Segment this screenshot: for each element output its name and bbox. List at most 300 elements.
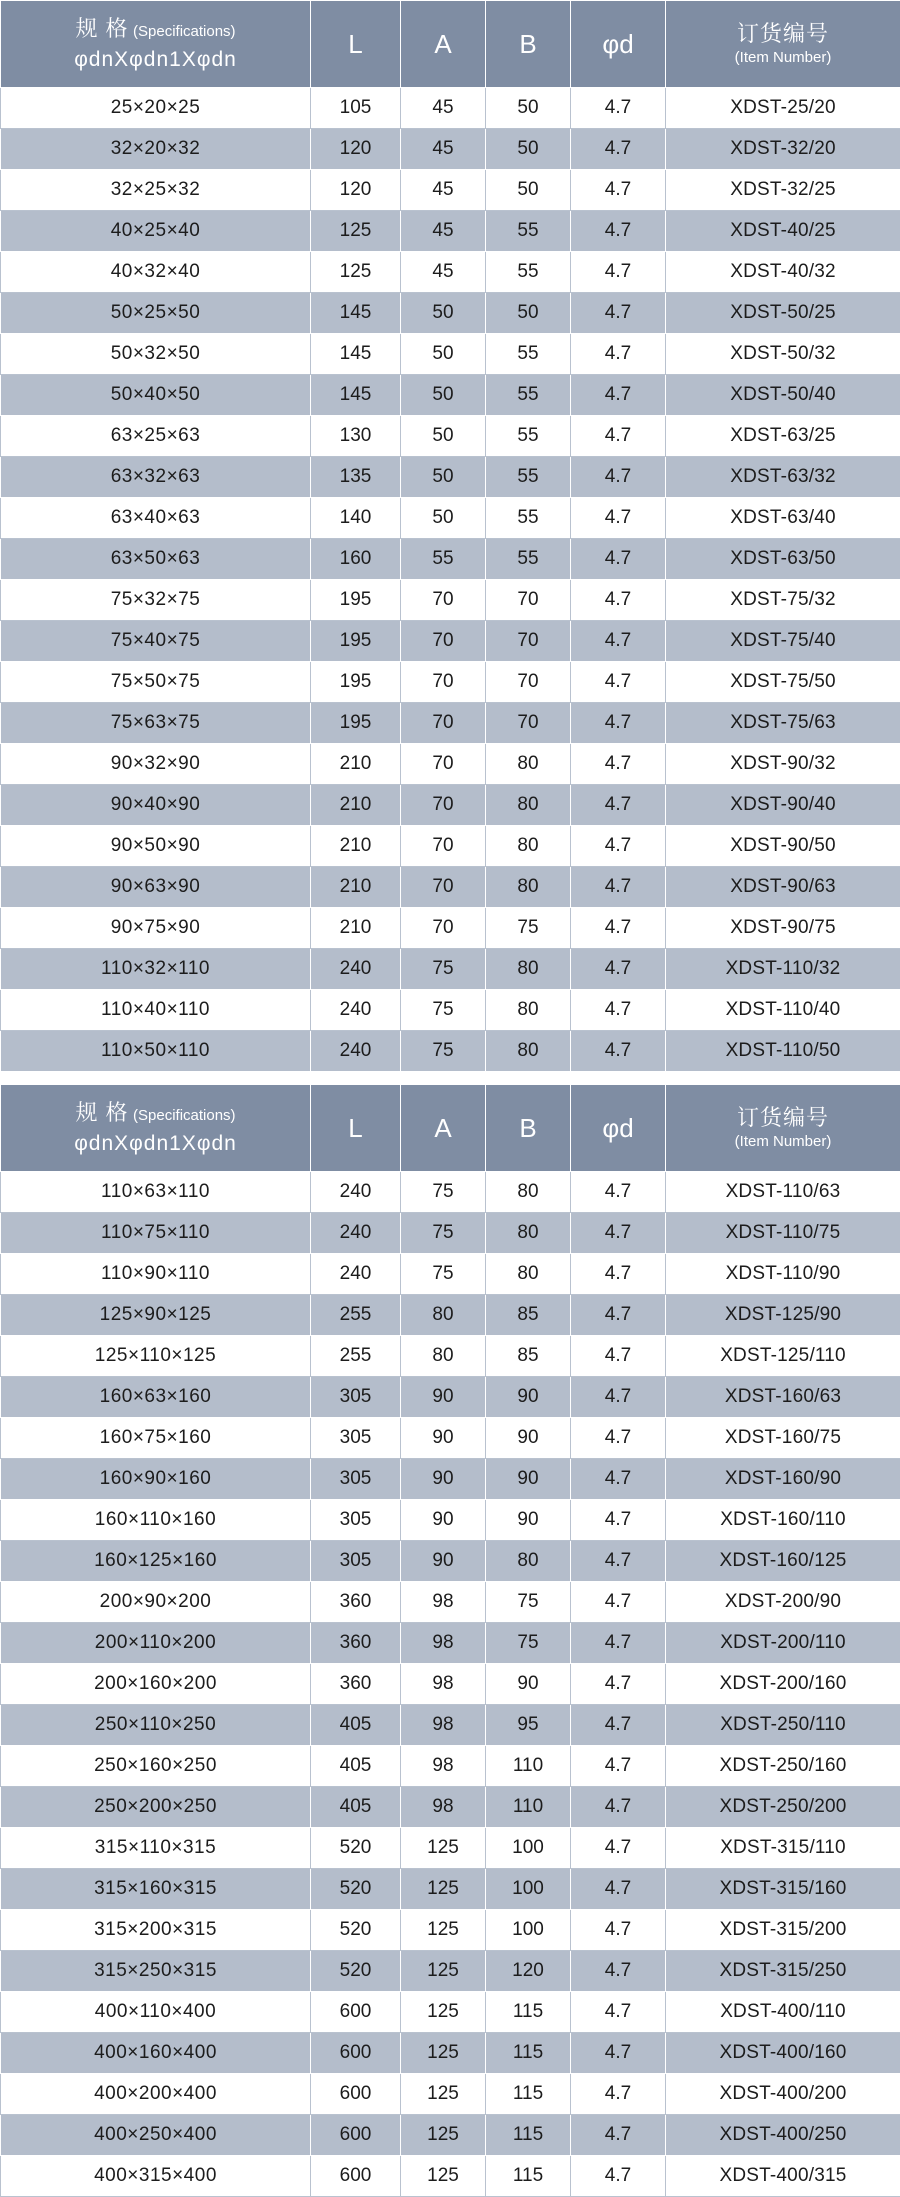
cell-specification: 400×200×400 [1,2074,311,2115]
cell-item-number: XDST-63/50 [666,539,900,580]
cell-specification: 40×32×40 [1,252,311,293]
cell-b: 115 [486,2115,571,2156]
cell-specification: 200×160×200 [1,1664,311,1705]
column-header-l: L [311,1085,401,1172]
table-row [1,662,900,703]
cell-l: 520 [311,1951,401,1992]
cell-d: 4.7 [571,1869,666,1910]
cell-a: 45 [401,129,486,170]
table-row [1,908,900,949]
cell-item-number: XDST-110/63 [666,1172,900,1213]
cell-specification: 200×90×200 [1,1582,311,1623]
table-row [1,1910,900,1951]
table-row [1,1582,900,1623]
cell-l: 405 [311,1787,401,1828]
cell-specification: 75×40×75 [1,621,311,662]
cell-item-number: XDST-200/90 [666,1582,900,1623]
cell-a: 50 [401,334,486,375]
cell-l: 210 [311,785,401,826]
cell-l: 145 [311,293,401,334]
cell-b: 55 [486,375,571,416]
cell-l: 405 [311,1705,401,1746]
cell-l: 125 [311,211,401,252]
cell-b: 70 [486,621,571,662]
table-row [1,990,900,1031]
cell-d: 4.7 [571,498,666,539]
spec-header-cn: 规 格 [75,1100,128,1125]
cell-a: 125 [401,1910,486,1951]
table-row [1,1031,900,1072]
cell-a: 90 [401,1377,486,1418]
column-header-l: L [311,1,401,88]
cell-item-number: XDST-75/63 [666,703,900,744]
cell-l: 195 [311,662,401,703]
cell-l: 520 [311,1828,401,1869]
cell-b: 70 [486,662,571,703]
cell-specification: 250×110×250 [1,1705,311,1746]
table-row [1,170,900,211]
table-row [1,580,900,621]
cell-l: 240 [311,1254,401,1295]
cell-item-number: XDST-90/40 [666,785,900,826]
cell-l: 255 [311,1336,401,1377]
cell-d: 4.7 [571,1500,666,1541]
cell-b: 80 [486,1541,571,1582]
cell-d: 4.7 [571,1418,666,1459]
cell-d: 4.7 [571,1623,666,1664]
cell-a: 125 [401,1869,486,1910]
cell-l: 255 [311,1295,401,1336]
table-row [1,1377,900,1418]
cell-a: 70 [401,785,486,826]
cell-specification: 90×50×90 [1,826,311,867]
cell-b: 80 [486,1031,571,1072]
cell-l: 305 [311,1377,401,1418]
cell-specification: 125×90×125 [1,1295,311,1336]
cell-b: 80 [486,990,571,1031]
cell-a: 50 [401,293,486,334]
cell-specification: 250×200×250 [1,1787,311,1828]
cell-l: 305 [311,1459,401,1500]
cell-specification: 110×90×110 [1,1254,311,1295]
cell-specification: 90×63×90 [1,867,311,908]
cell-specification: 40×25×40 [1,211,311,252]
cell-specification: 110×32×110 [1,949,311,990]
table-row [1,1500,900,1541]
cell-l: 360 [311,1664,401,1705]
cell-a: 125 [401,1828,486,1869]
cell-l: 140 [311,498,401,539]
cell-b: 55 [486,457,571,498]
cell-l: 135 [311,457,401,498]
cell-a: 75 [401,1031,486,1072]
cell-l: 305 [311,1541,401,1582]
cell-a: 90 [401,1459,486,1500]
cell-l: 105 [311,88,401,129]
cell-a: 55 [401,539,486,580]
table-row [1,1787,900,1828]
cell-a: 98 [401,1787,486,1828]
cell-specification: 125×110×125 [1,1336,311,1377]
table-row [1,1418,900,1459]
cell-b: 85 [486,1336,571,1377]
cell-d: 4.7 [571,1746,666,1787]
cell-item-number: XDST-110/75 [666,1213,900,1254]
cell-b: 50 [486,170,571,211]
cell-d: 4.7 [571,662,666,703]
cell-item-number: XDST-160/63 [666,1377,900,1418]
cell-specification: 75×32×75 [1,580,311,621]
cell-item-number: XDST-160/125 [666,1541,900,1582]
cell-item-number: XDST-160/75 [666,1418,900,1459]
cell-a: 75 [401,1213,486,1254]
cell-a: 80 [401,1336,486,1377]
cell-item-number: XDST-32/20 [666,129,900,170]
cell-a: 125 [401,2156,486,2197]
column-header-d: φd [571,1,666,88]
cell-l: 125 [311,252,401,293]
cell-a: 98 [401,1664,486,1705]
cell-b: 80 [486,1254,571,1295]
cell-specification: 63×25×63 [1,416,311,457]
table-row [1,334,900,375]
cell-l: 210 [311,744,401,785]
cell-l: 240 [311,1213,401,1254]
table-row [1,457,900,498]
cell-item-number: XDST-315/250 [666,1951,900,1992]
cell-specification: 160×110×160 [1,1500,311,1541]
cell-item-number: XDST-75/50 [666,662,900,703]
cell-item-number: XDST-400/160 [666,2033,900,2074]
cell-item-number: XDST-32/25 [666,170,900,211]
cell-specification: 400×315×400 [1,2156,311,2197]
cell-d: 4.7 [571,1541,666,1582]
cell-a: 75 [401,990,486,1031]
table-row [1,867,900,908]
cell-item-number: XDST-400/200 [666,2074,900,2115]
cell-d: 4.7 [571,1336,666,1377]
cell-d: 4.7 [571,170,666,211]
column-header-a: A [401,1,486,88]
cell-l: 240 [311,990,401,1031]
cell-d: 4.7 [571,334,666,375]
cell-a: 98 [401,1582,486,1623]
table-row [1,1992,900,2033]
table-row [1,1623,900,1664]
cell-d: 4.7 [571,744,666,785]
cell-b: 90 [486,1664,571,1705]
cell-specification: 315×160×315 [1,1869,311,1910]
item-header-en: (Item Number) [666,1132,900,1152]
cell-b: 80 [486,826,571,867]
cell-d: 4.7 [571,416,666,457]
cell-specification: 110×40×110 [1,990,311,1031]
cell-d: 4.7 [571,539,666,580]
item-header-cn: 订货编号 [666,1104,900,1132]
cell-d: 4.7 [571,129,666,170]
cell-specification: 63×32×63 [1,457,311,498]
cell-d: 4.7 [571,211,666,252]
cell-a: 70 [401,826,486,867]
cell-specification: 160×125×160 [1,1541,311,1582]
cell-item-number: XDST-90/75 [666,908,900,949]
spec-header-formula: φdnXφdn1Xφdn [1,1131,310,1157]
cell-a: 125 [401,2074,486,2115]
cell-l: 195 [311,703,401,744]
cell-a: 90 [401,1541,486,1582]
cell-item-number: XDST-50/32 [666,334,900,375]
column-header-d: φd [571,1085,666,1172]
cell-d: 4.7 [571,1459,666,1500]
cell-specification: 32×20×32 [1,129,311,170]
cell-b: 100 [486,1828,571,1869]
cell-b: 115 [486,2033,571,2074]
spec-table-1 [0,0,900,1072]
cell-item-number: XDST-75/32 [666,580,900,621]
cell-b: 50 [486,129,571,170]
table-header [1,1085,900,1172]
cell-d: 4.7 [571,703,666,744]
column-header-b: B [486,1085,571,1172]
cell-d: 4.7 [571,1664,666,1705]
cell-item-number: XDST-110/50 [666,1031,900,1072]
cell-d: 4.7 [571,88,666,129]
table-row [1,1746,900,1787]
cell-l: 210 [311,867,401,908]
cell-a: 45 [401,252,486,293]
cell-specification: 90×40×90 [1,785,311,826]
cell-item-number: XDST-200/110 [666,1623,900,1664]
cell-specification: 400×110×400 [1,1992,311,2033]
table-row [1,375,900,416]
cell-b: 70 [486,580,571,621]
cell-item-number: XDST-40/25 [666,211,900,252]
cell-item-number: XDST-63/32 [666,457,900,498]
cell-d: 4.7 [571,621,666,662]
table-row [1,744,900,785]
cell-d: 4.7 [571,375,666,416]
cell-specification: 110×63×110 [1,1172,311,1213]
header-row [1,1,900,88]
cell-l: 600 [311,2156,401,2197]
cell-specification: 50×25×50 [1,293,311,334]
cell-item-number: XDST-75/40 [666,621,900,662]
cell-a: 125 [401,1992,486,2033]
cell-l: 120 [311,129,401,170]
cell-d: 4.7 [571,580,666,621]
cell-b: 110 [486,1787,571,1828]
column-header-specifications [1,1085,311,1172]
cell-item-number: XDST-250/160 [666,1746,900,1787]
cell-l: 600 [311,1992,401,2033]
cell-specification: 160×63×160 [1,1377,311,1418]
cell-a: 45 [401,88,486,129]
cell-b: 90 [486,1418,571,1459]
table-row [1,1664,900,1705]
cell-a: 75 [401,1254,486,1295]
spec-header-en: (Specifications) [133,1107,236,1124]
column-header-item-number [666,1085,900,1172]
cell-a: 98 [401,1623,486,1664]
table-row [1,1295,900,1336]
table-row [1,88,900,129]
cell-a: 70 [401,662,486,703]
cell-d: 4.7 [571,826,666,867]
spec-header-formula: φdnXφdn1Xφdn [1,47,310,73]
cell-a: 70 [401,908,486,949]
cell-item-number: XDST-125/90 [666,1295,900,1336]
column-header-b: B [486,1,571,88]
cell-b: 50 [486,293,571,334]
table-row [1,1705,900,1746]
cell-specification: 75×50×75 [1,662,311,703]
cell-specification: 315×110×315 [1,1828,311,1869]
cell-item-number: XDST-90/32 [666,744,900,785]
item-header-cn: 订货编号 [666,20,900,48]
column-header-a: A [401,1085,486,1172]
cell-d: 4.7 [571,949,666,990]
cell-item-number: XDST-50/40 [666,375,900,416]
cell-specification: 315×200×315 [1,1910,311,1951]
cell-d: 4.7 [571,2156,666,2197]
cell-b: 90 [486,1459,571,1500]
cell-item-number: XDST-110/32 [666,949,900,990]
cell-specification: 400×160×400 [1,2033,311,2074]
cell-b: 55 [486,252,571,293]
cell-a: 70 [401,744,486,785]
table-row [1,1828,900,1869]
cell-specification: 110×50×110 [1,1031,311,1072]
spec-header-cn: 规 格 [75,16,128,41]
cell-item-number: XDST-25/20 [666,88,900,129]
table-body-1 [1,88,900,1072]
table-row [1,129,900,170]
spec-header-en: (Specifications) [133,23,236,40]
cell-b: 55 [486,211,571,252]
cell-d: 4.7 [571,785,666,826]
cell-a: 90 [401,1418,486,1459]
cell-l: 360 [311,1623,401,1664]
cell-item-number: XDST-90/50 [666,826,900,867]
cell-l: 240 [311,949,401,990]
cell-d: 4.7 [571,2115,666,2156]
cell-item-number: XDST-160/110 [666,1500,900,1541]
cell-a: 70 [401,867,486,908]
cell-b: 50 [486,88,571,129]
cell-d: 4.7 [571,1992,666,2033]
cell-l: 160 [311,539,401,580]
cell-specification: 315×250×315 [1,1951,311,1992]
item-header-en: (Item Number) [666,48,900,68]
cell-a: 45 [401,211,486,252]
cell-b: 100 [486,1869,571,1910]
cell-d: 4.7 [571,2033,666,2074]
cell-b: 110 [486,1746,571,1787]
cell-specification: 25×20×25 [1,88,311,129]
cell-l: 210 [311,826,401,867]
cell-a: 50 [401,457,486,498]
cell-d: 4.7 [571,1582,666,1623]
table-row [1,2033,900,2074]
cell-d: 4.7 [571,2074,666,2115]
cell-l: 520 [311,1910,401,1951]
cell-b: 80 [486,1213,571,1254]
cell-a: 50 [401,416,486,457]
table-row [1,785,900,826]
table-row [1,1459,900,1500]
column-header-specifications [1,1,311,88]
table-row [1,1336,900,1377]
cell-d: 4.7 [571,1031,666,1072]
cell-b: 115 [486,2074,571,2115]
cell-a: 70 [401,703,486,744]
table-row [1,703,900,744]
cell-d: 4.7 [571,1254,666,1295]
cell-d: 4.7 [571,252,666,293]
cell-specification: 63×50×63 [1,539,311,580]
cell-item-number: XDST-63/40 [666,498,900,539]
cell-l: 240 [311,1031,401,1072]
table-row [1,539,900,580]
table-row [1,252,900,293]
cell-a: 98 [401,1746,486,1787]
table-row [1,949,900,990]
header-row [1,1085,900,1172]
cell-a: 45 [401,170,486,211]
cell-d: 4.7 [571,457,666,498]
cell-l: 195 [311,580,401,621]
table-row [1,1172,900,1213]
cell-b: 80 [486,949,571,990]
cell-d: 4.7 [571,1828,666,1869]
table-row [1,1254,900,1295]
cell-d: 4.7 [571,867,666,908]
cell-l: 145 [311,375,401,416]
cell-specification: 250×160×250 [1,1746,311,1787]
cell-item-number: XDST-110/90 [666,1254,900,1295]
cell-l: 405 [311,1746,401,1787]
cell-b: 70 [486,703,571,744]
cell-l: 360 [311,1582,401,1623]
cell-specification: 400×250×400 [1,2115,311,2156]
cell-b: 90 [486,1500,571,1541]
cell-b: 80 [486,1172,571,1213]
cell-b: 55 [486,416,571,457]
cell-specification: 200×110×200 [1,1623,311,1664]
cell-item-number: XDST-315/160 [666,1869,900,1910]
cell-item-number: XDST-160/90 [666,1459,900,1500]
cell-l: 195 [311,621,401,662]
cell-item-number: XDST-63/25 [666,416,900,457]
cell-specification: 50×32×50 [1,334,311,375]
cell-b: 85 [486,1295,571,1336]
cell-specification: 63×40×63 [1,498,311,539]
table-row [1,1541,900,1582]
table-body-2 [1,1172,900,2197]
cell-item-number: XDST-125/110 [666,1336,900,1377]
cell-b: 75 [486,1582,571,1623]
table-row [1,2074,900,2115]
cell-specification: 32×25×32 [1,170,311,211]
cell-d: 4.7 [571,908,666,949]
table-row [1,1213,900,1254]
cell-b: 115 [486,2156,571,2197]
cell-l: 305 [311,1418,401,1459]
table-row [1,498,900,539]
cell-a: 50 [401,498,486,539]
cell-item-number: XDST-400/250 [666,2115,900,2156]
cell-d: 4.7 [571,1910,666,1951]
